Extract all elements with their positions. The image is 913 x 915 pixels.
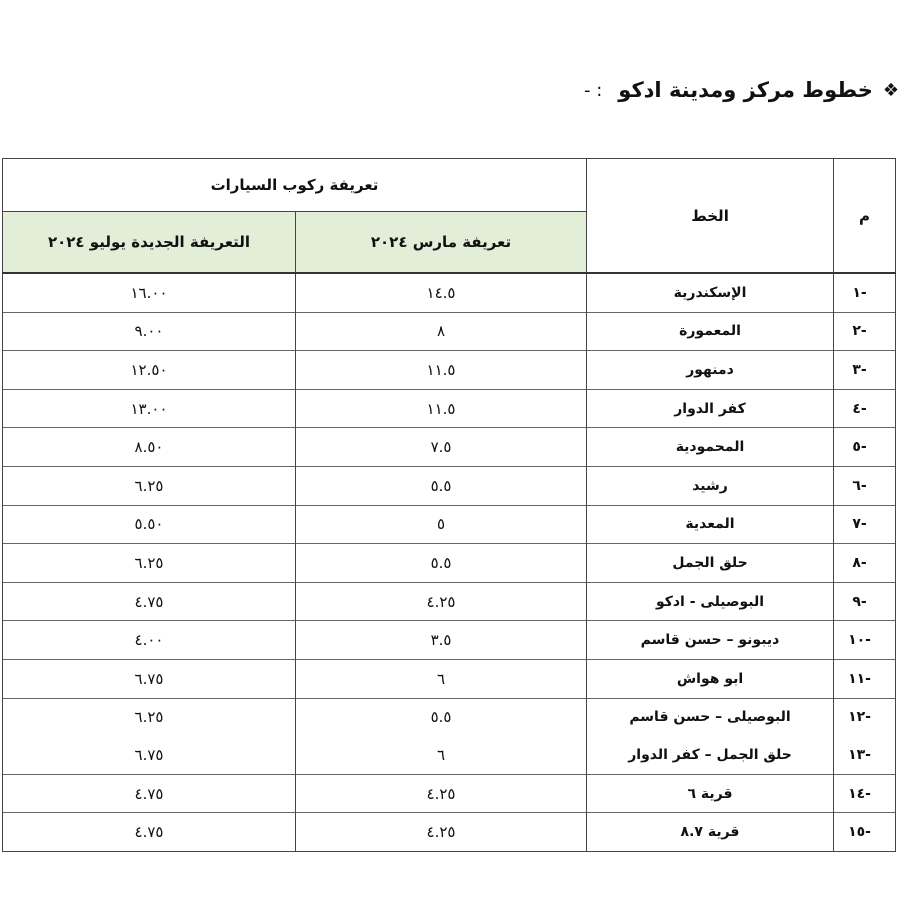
row-july-fare: ٩.٠٠ [3, 312, 296, 351]
row-july-fare: ٦.٢٥ [3, 544, 296, 583]
row-number: -١ [834, 273, 896, 312]
heading-title: خطوط مركز ومدينة ادكو [618, 78, 873, 102]
table-row [3, 273, 896, 312]
diamond-bullet-icon: ❖ [882, 79, 899, 101]
row-route: المعدية [587, 505, 834, 544]
row-number: -٨ [834, 544, 896, 583]
row-march-fare: ٥.٥ [296, 466, 587, 505]
table-row [3, 621, 896, 660]
row-number: -٧ [834, 505, 896, 544]
row-march-fare: ٤.٢٥ [296, 582, 587, 621]
row-number: -٥ [834, 428, 896, 467]
row-march-fare: ٤.٢٥ [296, 774, 587, 813]
table-row [3, 698, 896, 736]
row-july-fare: ٥.٥٠ [3, 505, 296, 544]
table-row [3, 736, 896, 774]
row-july-fare: ٦.٢٥ [3, 698, 296, 736]
row-route: الإسكندرية [587, 273, 834, 312]
row-route: البوصيلى – حسن قاسم [587, 698, 834, 736]
row-march-fare: ٥.٥ [296, 698, 587, 736]
row-route: رشيد [587, 466, 834, 505]
row-number: -٦ [834, 466, 896, 505]
table-row [3, 813, 896, 852]
row-march-fare: ٧.٥ [296, 428, 587, 467]
header-july-fare: التعريفة الجديدة يوليو ٢٠٢٤ [3, 212, 296, 274]
header-march-fare: تعريفة مارس ٢٠٢٤ [296, 212, 587, 274]
row-number: -٤ [834, 389, 896, 428]
row-march-fare: ٣.٥ [296, 621, 587, 660]
row-number: -١١ [834, 659, 896, 698]
row-march-fare: ٦ [296, 736, 587, 774]
row-march-fare: ٤.٢٥ [296, 813, 587, 852]
table-row [3, 544, 896, 583]
table-row [3, 466, 896, 505]
row-number: -١٤ [834, 774, 896, 813]
page-heading [584, 78, 899, 102]
row-route: قرية ٦ [587, 774, 834, 813]
row-july-fare: ٦.٢٥ [3, 466, 296, 505]
row-july-fare: ٦.٧٥ [3, 659, 296, 698]
row-july-fare: ٤.٠٠ [3, 621, 296, 660]
row-route: كفر الدوار [587, 389, 834, 428]
row-route: دمنهور [587, 351, 834, 390]
row-route: المحمودية [587, 428, 834, 467]
heading-suffix: : - [584, 79, 603, 101]
row-number: -١٢ [834, 698, 896, 736]
row-march-fare: ١١.٥ [296, 351, 587, 390]
fares-table [2, 158, 896, 852]
row-march-fare: ٨ [296, 312, 587, 351]
row-july-fare: ١٦.٠٠ [3, 273, 296, 312]
header-fare-group: تعريفة ركوب السيارات [3, 159, 587, 212]
row-july-fare: ١٢.٥٠ [3, 351, 296, 390]
row-route: ديبونو – حسن قاسم [587, 621, 834, 660]
row-july-fare: ٦.٧٥ [3, 736, 296, 774]
row-route: حلق الجمل – كفر الدوار [587, 736, 834, 774]
row-march-fare: ٥ [296, 505, 587, 544]
row-route: البوصيلى - ادكو [587, 582, 834, 621]
header-route: الخط [587, 159, 834, 274]
row-july-fare: ١٣.٠٠ [3, 389, 296, 428]
table-row [3, 351, 896, 390]
row-march-fare: ١١.٥ [296, 389, 587, 428]
row-number: -١٥ [834, 813, 896, 852]
row-number: -١٣ [834, 736, 896, 774]
row-route: المعمورة [587, 312, 834, 351]
row-number: -٣ [834, 351, 896, 390]
row-route: ابو هواش [587, 659, 834, 698]
table-row [3, 389, 896, 428]
row-number: -٩ [834, 582, 896, 621]
row-july-fare: ٨.٥٠ [3, 428, 296, 467]
row-march-fare: ٥.٥ [296, 544, 587, 583]
row-number: -٢ [834, 312, 896, 351]
table-row [3, 428, 896, 467]
table-row [3, 505, 896, 544]
row-july-fare: ٤.٧٥ [3, 582, 296, 621]
header-num: م [834, 159, 896, 274]
table-row [3, 774, 896, 813]
table-row [3, 582, 896, 621]
table-row [3, 312, 896, 351]
row-march-fare: ٦ [296, 659, 587, 698]
row-number: -١٠ [834, 621, 896, 660]
row-march-fare: ١٤.٥ [296, 273, 587, 312]
row-july-fare: ٤.٧٥ [3, 813, 296, 852]
table-row [3, 659, 896, 698]
row-route: قرية ٨.٧ [587, 813, 834, 852]
row-july-fare: ٤.٧٥ [3, 774, 296, 813]
row-route: حلق الجمل [587, 544, 834, 583]
